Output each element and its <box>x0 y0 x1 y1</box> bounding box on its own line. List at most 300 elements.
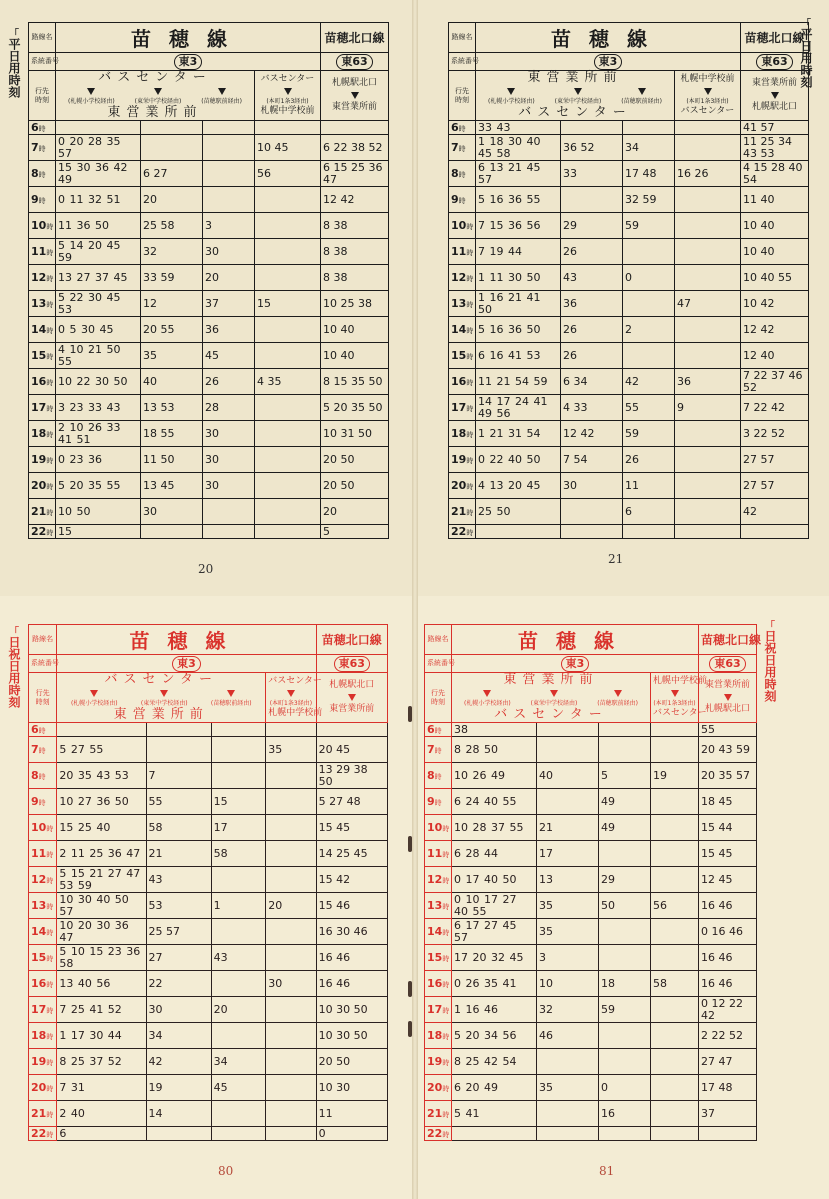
hour-row <box>29 893 388 919</box>
departure-cell: 56 <box>651 893 699 919</box>
down-arrow-icon <box>638 88 646 95</box>
hour-suffix: 時 <box>466 223 474 231</box>
route-name-label: 路線名 <box>425 625 452 655</box>
departure-cell <box>255 265 321 291</box>
departure-cell: 20 <box>266 893 316 919</box>
dest-north-bottom: 札幌駅北口 <box>704 704 750 714</box>
departure-cell <box>623 343 675 369</box>
hour-cell <box>29 763 57 789</box>
hour-cell <box>449 395 476 421</box>
departure-cell <box>211 971 266 997</box>
departure-cell: 10 28 37 55 <box>452 815 537 841</box>
dest-main-group <box>56 71 255 121</box>
route-badge-higashi3: 東3 <box>172 656 201 672</box>
departure-cell: 0 17 40 50 <box>452 867 537 893</box>
departure-cell: 42 <box>146 1049 211 1075</box>
departure-cell <box>255 121 321 135</box>
departure-cell: 30 <box>203 239 255 265</box>
departure-cell <box>266 1101 316 1127</box>
departure-cell: 33 43 <box>476 121 561 135</box>
departure-cell <box>203 525 255 539</box>
departure-cell-north: 15 45 <box>699 841 757 867</box>
departure-cell: 50 <box>599 893 651 919</box>
departure-cell <box>623 121 675 135</box>
system-number-label: 系統番号 <box>29 53 56 71</box>
via-label: (苗穂駅前経由) <box>201 98 242 105</box>
line-name: 苗穂線 <box>476 23 741 53</box>
time-label: 時刻 <box>455 95 469 104</box>
hour-row <box>449 161 809 187</box>
hour-row <box>449 525 809 539</box>
timetable <box>424 624 762 1141</box>
departure-cell: 28 <box>203 395 255 421</box>
via-label: (苗穂駅前経由) <box>210 700 252 707</box>
departure-cell-north: 10 30 50 <box>316 1023 387 1049</box>
departure-cell-north: 20 50 <box>316 1049 387 1075</box>
route2-name: 苗穂北口線 <box>741 23 809 53</box>
hour-row <box>29 971 388 997</box>
hour-suffix: 時 <box>46 249 54 257</box>
departure-cell: 6 <box>623 499 675 525</box>
departure-cell-north: 10 40 <box>741 239 809 265</box>
hour-row <box>449 121 809 135</box>
hour-cell <box>29 395 56 421</box>
hour-suffix: 時 <box>46 529 54 537</box>
hour-suffix: 時 <box>38 171 46 179</box>
system-cell-higashi3 <box>452 655 699 673</box>
hour-value: 6 <box>451 121 459 134</box>
departure-cell-north: 10 42 <box>741 291 809 317</box>
departure-cell: 0 26 35 41 <box>452 971 537 997</box>
departure-cell <box>452 1127 537 1141</box>
route-row <box>449 23 809 53</box>
departure-cell <box>266 789 316 815</box>
hour-value: 9 <box>451 193 459 206</box>
departure-cell: 42 <box>623 369 675 395</box>
departure-cell-north: 0 12 22 42 <box>699 997 757 1023</box>
departure-cell: 58 <box>211 841 266 867</box>
hour-value: 22 <box>31 1127 47 1140</box>
departure-cell: 32 <box>537 997 599 1023</box>
departure-cell <box>56 121 141 135</box>
hour-suffix: 時 <box>46 275 54 283</box>
hour-suffix: 時 <box>46 353 54 361</box>
schedule-type-label: 「 平日用時刻 <box>7 29 21 98</box>
departure-cell: 26 <box>561 317 623 343</box>
down-arrow-icon <box>87 88 95 95</box>
departure-cell <box>203 187 255 213</box>
departure-cell: 2 10 26 33 41 51 <box>56 421 141 447</box>
departure-cell <box>255 213 321 239</box>
departure-cell: 5 14 20 45 59 <box>56 239 141 265</box>
departure-cell <box>255 317 321 343</box>
hour-value: 7 <box>31 743 39 756</box>
departure-cell: 30 <box>141 499 203 525</box>
departure-cell: 19 <box>146 1075 211 1101</box>
dest-north-top: 札幌駅北口 <box>329 680 375 690</box>
time-label: 時刻 <box>35 95 49 104</box>
hour-cell <box>29 447 56 473</box>
hour-row <box>29 161 389 187</box>
departure-cell-north: 20 43 59 <box>699 737 757 763</box>
departure-cell <box>537 723 599 737</box>
departure-cell: 32 <box>141 239 203 265</box>
departure-cell <box>266 723 316 737</box>
departure-cell: 5 20 34 56 <box>452 1023 537 1049</box>
hour-row <box>29 867 388 893</box>
departure-cell <box>651 867 699 893</box>
departure-cell-north: 16 46 <box>316 971 387 997</box>
departure-cell <box>651 815 699 841</box>
hour-cell <box>29 1075 57 1101</box>
departure-cell: 3 23 33 43 <box>56 395 141 421</box>
system-cell-higashi63 <box>321 53 389 71</box>
hour-cell <box>29 421 56 447</box>
departure-cell <box>651 723 699 737</box>
departure-cell: 20 55 <box>141 317 203 343</box>
departure-cell: 2 40 <box>57 1101 146 1127</box>
departure-cell: 19 <box>651 763 699 789</box>
hour-cell <box>449 525 476 539</box>
departure-cell: 6 28 44 <box>452 841 537 867</box>
departure-cell: 7 19 44 <box>476 239 561 265</box>
hour-row <box>449 317 809 343</box>
departure-cell-north: 12 42 <box>321 187 389 213</box>
departure-cell: 26 <box>623 447 675 473</box>
via-label: (札幌小学校経由) <box>70 700 118 707</box>
departure-cell: 35 <box>537 893 599 919</box>
hour-row <box>425 1023 757 1049</box>
departure-cell: 7 31 <box>57 1075 146 1101</box>
departure-cell <box>651 841 699 867</box>
line-name: 苗穂線 <box>57 625 316 655</box>
departure-cell: 1 11 30 50 <box>476 265 561 291</box>
hour-suffix: 時 <box>466 301 474 309</box>
departure-cell: 29 <box>599 867 651 893</box>
departure-cell <box>255 343 321 369</box>
hour-cell <box>29 291 56 317</box>
departure-cell: 10 22 30 50 <box>56 369 141 395</box>
dest-main-top: バスセンター <box>104 672 218 687</box>
destination-row <box>449 71 809 121</box>
hour-cell <box>449 291 476 317</box>
dest-secondary <box>651 673 708 723</box>
hour-row <box>449 291 809 317</box>
hour-cell <box>449 121 476 135</box>
hour-row <box>425 841 757 867</box>
dest-label: 行先 <box>455 86 469 95</box>
departure-cell: 11 36 50 <box>56 213 141 239</box>
hour-cell <box>29 841 57 867</box>
hour-cell <box>449 447 476 473</box>
departure-cell: 7 54 <box>561 447 623 473</box>
departure-cell-north: 16 30 46 <box>316 919 387 945</box>
hour-value: 19 <box>31 453 47 466</box>
hour-suffix: 時 <box>442 1059 450 1067</box>
departure-cell <box>675 473 741 499</box>
departure-cell: 21 <box>146 841 211 867</box>
system-number-label: 系統番号 <box>449 53 476 71</box>
hour-row <box>29 1049 388 1075</box>
hour-cell <box>449 473 476 499</box>
via-label: (本町1条3経由) <box>266 98 309 105</box>
hour-suffix: 時 <box>466 327 474 335</box>
hour-cell <box>425 945 452 971</box>
hour-value: 8 <box>451 167 459 180</box>
down-arrow-icon <box>574 88 582 95</box>
hour-cell <box>29 121 56 135</box>
hour-suffix: 時 <box>46 1085 54 1093</box>
schedule-type-text: 日祝日用時刻 <box>763 630 777 702</box>
hour-suffix: 時 <box>46 929 54 937</box>
via-label: (札幌小学校経由) <box>67 98 115 105</box>
hour-value: 8 <box>427 769 435 782</box>
hour-cell <box>29 499 56 525</box>
hour-row <box>449 135 809 161</box>
hour-suffix: 時 <box>466 405 474 413</box>
dest-secondary-top: バスセンター <box>260 74 315 84</box>
hour-cell <box>29 369 56 395</box>
departure-cell <box>675 317 741 343</box>
departure-cell: 20 <box>203 265 255 291</box>
departure-cell: 7 15 36 56 <box>476 213 561 239</box>
hour-value: 22 <box>451 525 467 538</box>
departure-cell: 6 17 27 45 57 <box>452 919 537 945</box>
departure-cell: 30 <box>146 997 211 1023</box>
hour-row <box>425 1127 757 1141</box>
hour-suffix: 時 <box>442 1033 450 1041</box>
hour-suffix: 時 <box>46 825 54 833</box>
departure-cell: 35 <box>537 919 599 945</box>
departure-cell <box>266 815 316 841</box>
departure-cell: 21 <box>537 815 599 841</box>
departure-cell: 22 <box>146 971 211 997</box>
hour-value: 21 <box>451 505 467 518</box>
departure-cell <box>203 121 255 135</box>
departure-cell: 11 21 54 59 <box>476 369 561 395</box>
hour-row <box>29 499 389 525</box>
departure-cell: 59 <box>623 421 675 447</box>
hour-cell <box>425 997 452 1023</box>
departure-cell: 25 50 <box>476 499 561 525</box>
hour-suffix: 時 <box>46 327 54 335</box>
hour-row <box>425 789 757 815</box>
hour-value: 11 <box>451 245 467 258</box>
hour-value: 9 <box>31 193 39 206</box>
hour-cell <box>29 737 57 763</box>
via-label: (苗穂駅前経由) <box>621 98 662 105</box>
route-name-label: 路線名 <box>29 23 56 53</box>
departure-cell <box>255 239 321 265</box>
dest-time-label <box>29 71 56 121</box>
binding-staple <box>408 706 412 722</box>
route-badge-higashi3: 東3 <box>561 656 590 672</box>
hour-suffix: 時 <box>46 877 54 885</box>
down-arrow-icon <box>227 690 235 697</box>
departure-cell: 6 27 <box>141 161 203 187</box>
departure-cell <box>211 1101 266 1127</box>
dest-north-exit <box>741 71 809 121</box>
hour-row <box>29 919 388 945</box>
dest-time-label <box>449 71 476 121</box>
departure-cell: 5 27 55 <box>57 737 146 763</box>
hour-suffix: 時 <box>38 197 46 205</box>
hour-cell <box>449 369 476 395</box>
via-label: (本町1条3経由) <box>686 98 729 105</box>
hour-suffix: 時 <box>442 877 450 885</box>
hour-cell <box>29 1023 57 1049</box>
hour-suffix: 時 <box>46 457 54 465</box>
hour-row <box>449 473 809 499</box>
hour-row <box>425 893 757 919</box>
departure-cell <box>537 1101 599 1127</box>
hour-suffix: 時 <box>458 125 466 133</box>
departure-cell-north: 14 25 45 <box>316 841 387 867</box>
hour-cell <box>29 239 56 265</box>
departure-cell <box>675 187 741 213</box>
hour-suffix: 時 <box>46 509 54 517</box>
departure-cell <box>675 239 741 265</box>
departure-cell: 6 13 21 45 57 <box>476 161 561 187</box>
departure-cell: 1 <box>211 893 266 919</box>
hour-cell <box>29 997 57 1023</box>
departure-cell: 26 <box>203 369 255 395</box>
hour-cell <box>449 239 476 265</box>
via-route <box>211 687 252 708</box>
hour-row <box>29 1101 388 1127</box>
departure-cell <box>599 737 651 763</box>
departure-cell: 13 53 <box>141 395 203 421</box>
time-label: 時刻 <box>35 697 50 706</box>
departure-cell-north: 16 46 <box>699 971 757 997</box>
departure-cell <box>651 737 699 763</box>
down-arrow-icon <box>284 88 292 95</box>
departure-cell: 10 45 <box>255 135 321 161</box>
hour-suffix: 時 <box>466 509 474 517</box>
hour-row <box>29 239 389 265</box>
departure-cell <box>561 525 623 539</box>
departure-cell: 5 22 30 45 53 <box>56 291 141 317</box>
departure-cell: 13 <box>537 867 599 893</box>
departure-cell-north: 12 40 <box>741 343 809 369</box>
hour-cell <box>29 473 56 499</box>
hour-value: 22 <box>31 525 47 538</box>
hour-cell <box>29 867 57 893</box>
hour-row <box>29 723 388 737</box>
departure-cell-north: 10 31 50 <box>321 421 389 447</box>
hour-cell <box>425 1075 452 1101</box>
system-cell-higashi63 <box>316 655 387 673</box>
hour-value: 8 <box>31 769 39 782</box>
hour-value: 16 <box>31 977 47 990</box>
departure-cell <box>537 737 599 763</box>
dest-north-exit <box>321 71 389 121</box>
binding-staple <box>408 836 412 852</box>
departure-cell: 37 <box>203 291 255 317</box>
dest-north-exit <box>699 673 757 723</box>
hour-suffix: 時 <box>442 903 450 911</box>
hour-value: 7 <box>427 743 435 756</box>
departure-cell: 43 <box>211 945 266 971</box>
system-number-label: 系統番号 <box>425 655 452 673</box>
departure-cell: 12 <box>141 291 203 317</box>
dest-main-top: 東営業所前 <box>527 70 623 85</box>
binding-staple <box>408 1021 412 1037</box>
departure-cell: 2 <box>623 317 675 343</box>
via-label: (本町1条3経由) <box>653 700 696 707</box>
down-arrow-icon <box>704 88 712 95</box>
page-number: 21 <box>608 552 624 566</box>
hour-row <box>425 997 757 1023</box>
hour-cell <box>29 161 56 187</box>
departure-cell-north: 2 22 52 <box>699 1023 757 1049</box>
departure-cell: 13 40 56 <box>57 971 146 997</box>
departure-cell: 5 20 35 55 <box>56 473 141 499</box>
hour-cell <box>449 135 476 161</box>
hour-value: 6 <box>31 121 39 134</box>
hour-row <box>449 369 809 395</box>
departure-cell-north: 5 27 48 <box>316 789 387 815</box>
hour-row <box>29 343 389 369</box>
departure-cell: 35 <box>141 343 203 369</box>
departure-cell: 0 <box>599 1075 651 1101</box>
via-route <box>141 687 188 708</box>
departure-cell: 10 50 <box>56 499 141 525</box>
departure-cell <box>537 1049 599 1075</box>
departure-cell: 27 <box>146 945 211 971</box>
departure-cell <box>266 945 316 971</box>
departure-cell: 36 52 <box>561 135 623 161</box>
dest-secondary-top: 札幌中学校前 <box>653 676 708 686</box>
hour-value: 9 <box>31 795 39 808</box>
dest-north-top: 東営業所前 <box>704 680 750 690</box>
departure-cell <box>675 499 741 525</box>
departure-cell: 20 35 43 53 <box>57 763 146 789</box>
schedule-type-text: 平日用時刻 <box>799 28 813 88</box>
departure-cell-north: 6 15 25 36 47 <box>321 161 389 187</box>
departure-cell <box>675 421 741 447</box>
hour-row <box>449 213 809 239</box>
departure-cell: 1 17 30 44 <box>57 1023 146 1049</box>
system-cell-higashi3 <box>476 53 741 71</box>
departure-cell-north: 0 16 46 <box>699 919 757 945</box>
route-name-label: 路線名 <box>29 625 57 655</box>
departure-cell-north: 37 <box>699 1101 757 1127</box>
hour-row <box>29 1023 388 1049</box>
via-row <box>59 687 263 708</box>
departure-cell <box>651 945 699 971</box>
departure-cell: 45 <box>203 343 255 369</box>
via-route <box>621 85 662 106</box>
dest-north-bottom: 東営業所前 <box>329 704 375 714</box>
departure-cell-north: 20 <box>321 499 389 525</box>
system-row <box>425 655 757 673</box>
departure-cell: 30 <box>203 421 255 447</box>
departure-cell: 0 11 32 51 <box>56 187 141 213</box>
departure-cell-north <box>741 525 809 539</box>
hour-suffix: 時 <box>466 249 474 257</box>
departure-cell: 34 <box>211 1049 266 1075</box>
via-route <box>597 687 638 708</box>
departure-cell: 6 34 <box>561 369 623 395</box>
hour-suffix: 時 <box>46 955 54 963</box>
hour-suffix: 時 <box>46 981 54 989</box>
hour-suffix: 時 <box>434 799 442 807</box>
down-arrow-icon <box>160 690 168 697</box>
departure-cell <box>211 723 266 737</box>
via-label: (本町1条3経由) <box>269 700 313 707</box>
departure-cell: 0 20 28 35 57 <box>56 135 141 161</box>
